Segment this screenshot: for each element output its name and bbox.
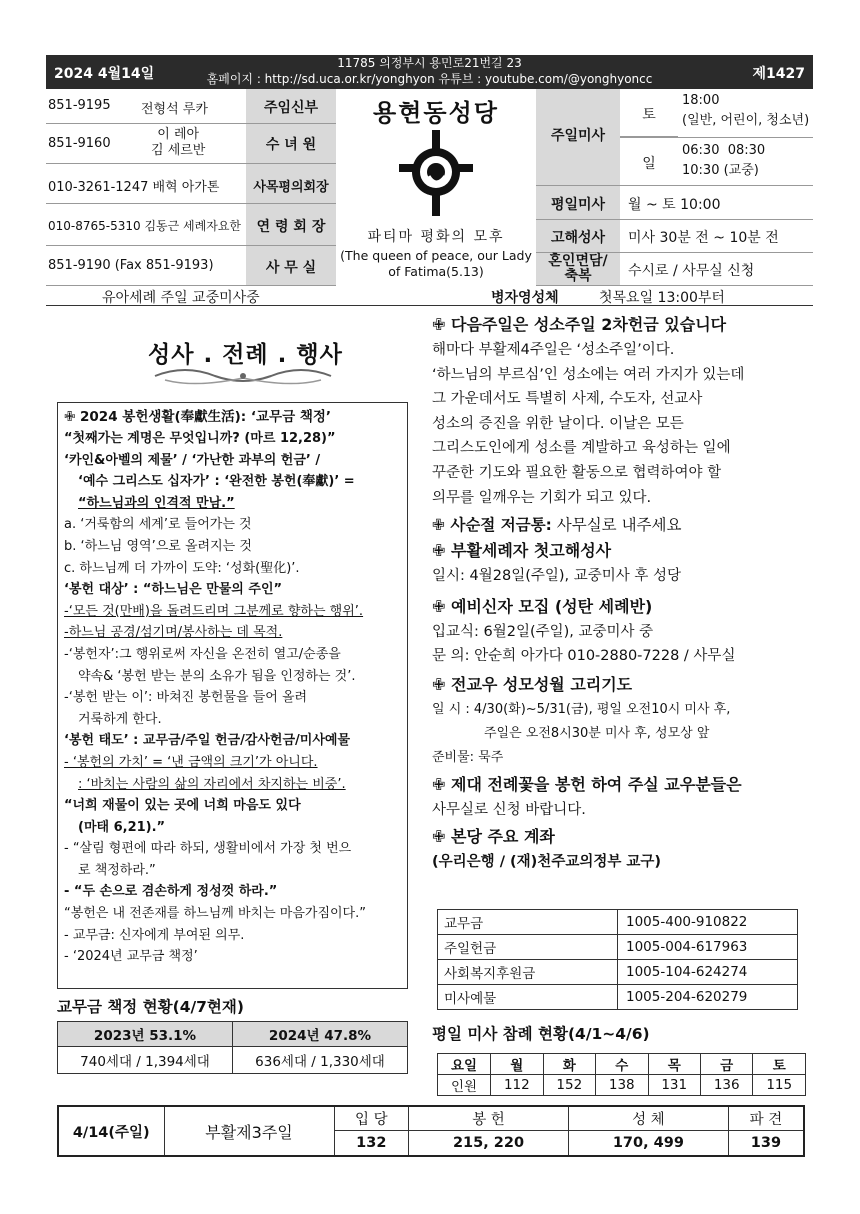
- pledge-title: 교무금 책정 현황(4/7현재): [57, 998, 244, 1016]
- summary-offering: 215, 220: [409, 1130, 569, 1156]
- attendance-header: 요일: [438, 1054, 491, 1075]
- vocation-text-line: ‘하느님의 부르심’인 성소에는 여러 가지가 있는데: [432, 366, 745, 383]
- lent-bank-notice: ✙ 사순절 저금통: 사무실로 내주세요: [432, 516, 682, 535]
- right-column: [432, 312, 812, 874]
- offering-line: 거룩하게 한다.: [78, 711, 162, 727]
- offering-line: -하느님 공경/섬기며/봉사하는 데 목적.: [64, 625, 283, 641]
- attendance-header: 목: [648, 1054, 700, 1075]
- offering-line: - ‘2024년 교무금 책정’: [64, 949, 198, 965]
- marriage-label: 혼인면담/ 축복: [536, 253, 620, 286]
- summary-header: 파 견: [728, 1106, 804, 1130]
- accounts-bank: (우리은행 / (재)천주교의정부 교구): [432, 854, 662, 871]
- attendance-header: 금: [700, 1054, 752, 1075]
- account-name: 교무금: [438, 910, 618, 935]
- contact-phone: 851-9190 (Fax 851-9193): [48, 258, 214, 273]
- cross-icon: ✙: [432, 315, 451, 334]
- offering-line: : ‘바치는 사람의 삶의 자리에서 차지하는 비중’.: [78, 776, 346, 792]
- role-label: 사목평의회장: [246, 164, 336, 204]
- summary-dismissal: 139: [750, 1134, 782, 1151]
- offering-line: - “두 손으로 겸손하게 정성껏 하라.”: [64, 884, 278, 900]
- attendance-value: 인원: [438, 1075, 491, 1096]
- notice-bar: [46, 286, 813, 306]
- confession-label: 고해성사: [536, 220, 620, 253]
- cross-icon: ✙: [432, 675, 451, 695]
- church-name: 용현동성당: [373, 99, 499, 127]
- summary-header: 입 당: [334, 1106, 409, 1130]
- sunday-times: 06:30 08:30 10:30 (교중): [682, 143, 766, 178]
- summary-date: 4/14(주일): [58, 1106, 164, 1156]
- offering-line: ‘봉헌 대상’ : “하느님은 만물의 주인”: [64, 582, 283, 598]
- church-identity: [336, 89, 536, 286]
- summary-sunday-name: 부활제3주일: [164, 1106, 334, 1156]
- contact-row: [46, 89, 246, 124]
- catechumen-line: 입교식: 6월2일(주일), 교중미사 중: [432, 624, 654, 641]
- offering-line: -‘모든 것(만배)을 돌려드리며 그분께로 향하는 행위’.: [64, 603, 364, 619]
- contact-name: 이 레아 김 세르반: [151, 127, 206, 158]
- weekday-mass-time: 월 ~ 토 10:00: [620, 186, 813, 220]
- attendance-value: 136: [700, 1075, 752, 1096]
- vocation-text-line: 꾸준한 기도와 필요한 활동으로 협력하여야 할: [432, 464, 722, 481]
- web-links[interactable]: 홈페이지 : http://sd.uca.or.kr/yonghyon 유튜브 : youtube.com/@yonghyoncc: [206, 72, 653, 86]
- attendance-table: [437, 1053, 806, 1096]
- offering-line: ‘봉헌 태도’ : 교무금/주일 헌금/감사헌금/미사예물: [64, 733, 351, 749]
- contact-row: [46, 124, 246, 164]
- offering-line: b. ‘하느님 영역’으로 올려지는 것: [64, 538, 252, 554]
- accounts-table: [437, 909, 798, 1010]
- offering-line: c. 하느님께 더 가까이 도약: ‘성화(聖化)’.: [64, 560, 300, 576]
- attendance-value: 138: [596, 1075, 648, 1096]
- address: 11785 의정부시 용민로21번길 23: [337, 56, 522, 70]
- offering-line: “너희 재물이 있는 곳에 너희 마음도 있다: [64, 798, 301, 814]
- vocation-text-line: 그 가운데서도 특별히 사제, 수도자, 선교사: [432, 391, 703, 408]
- attendance-header: 토: [753, 1054, 806, 1075]
- offering-line: “봉헌은 내 전존재를 하느님께 바치는 마음가짐이다.”: [64, 906, 366, 922]
- offering-line: “첫째가는 계명은 무엇입니까? (마르 12,28)”: [64, 431, 336, 446]
- offering-line: ‘예수 그리스도 십자가’ : ‘완전한 봉헌(奉獻)’ =: [78, 474, 355, 490]
- offering-line: - “살림 형편에 따라 하되, 생활비에서 가장 첫 번으: [64, 841, 352, 857]
- patron-title: 파티마 평화의 모후: [367, 229, 505, 245]
- vocation-text-line: 그리스도인에게 성소를 계발하고 육성하는 일에: [432, 440, 731, 457]
- summary-header: 성 체: [568, 1106, 728, 1130]
- contacts-table: [46, 89, 336, 286]
- offering-line: -‘봉헌자’:그 행위로써 자신을 온전히 열고/순종을: [64, 646, 341, 662]
- role-label: 주임신부: [246, 89, 336, 124]
- cross-icon: ✙: [432, 827, 451, 847]
- account-row: [438, 910, 798, 935]
- summary-communion: 170, 499: [568, 1130, 728, 1156]
- offering-heading: ✙ 2024 봉헌생활(奉獻生活): ‘교무금 책정’: [64, 409, 332, 425]
- infant-baptism-note: 유아세례 주일 교중미사중: [102, 290, 260, 306]
- vocation-text-line: 의무를 일깨우는 기회가 되고 있다.: [432, 489, 652, 506]
- account-number: 1005-104-624274: [618, 960, 798, 985]
- offering-line: - ‘봉헌의 가치’ = ‘낸 금액의 크기’가 아니다.: [64, 754, 318, 770]
- account-row: [438, 935, 798, 960]
- offering-line: 로 책정하라.”: [78, 862, 156, 878]
- offering-line: a. ‘거룩함의 세계’로 들어가는 것: [64, 517, 252, 533]
- attendance-title: 평일 미사 참례 현황(4/1~4/6): [432, 1025, 650, 1043]
- offering-line: - 교무금: 신자에게 부여된 의무.: [64, 927, 245, 943]
- catechumen-line: 문 의: 안순희 아가다 010-2880-7228 / 사무실: [432, 648, 736, 665]
- summary-entrance: 132: [334, 1130, 409, 1156]
- account-number: 1005-400-910822: [618, 910, 798, 935]
- pledge-value-2024: 636세대 / 1,330세대: [233, 1047, 408, 1074]
- contact-phone: 851-9195: [48, 98, 111, 113]
- account-name: 주일헌금: [438, 935, 618, 960]
- attendance-header: 화: [543, 1054, 595, 1075]
- attendance-value: 131: [648, 1075, 700, 1096]
- cross-icon: ✙: [432, 516, 451, 535]
- sunday-mass-label: 주일미사: [536, 89, 620, 186]
- confession-time: 미사 30분 전 ~ 10분 전: [620, 220, 813, 253]
- cross-icon: ✙: [432, 775, 451, 795]
- summary-header: 봉 헌: [409, 1106, 569, 1130]
- rosary-line: 주일은 오전8시30분 미사 후, 성모상 앞: [484, 726, 710, 742]
- rosary-title: ✙ 전교우 성모성월 고리기도: [432, 675, 633, 695]
- pledge-header-2023: 2023년 53.1%: [58, 1022, 233, 1047]
- vocation-sunday-title: ✙ 다음주일은 성소주일 2차헌금 있습니다: [432, 315, 727, 334]
- vocation-text-line: 성소의 증진을 위한 날이다. 이날은 모든: [432, 415, 684, 432]
- info-section: [46, 89, 813, 286]
- pledge-value-2023: 740세대 / 1,394세대: [58, 1047, 233, 1074]
- contact-phone: 010-3261-1247 배혁 아가톤: [48, 180, 220, 195]
- saturday-label: 토: [620, 89, 678, 137]
- accounts-title: ✙ 본당 주요 계좌: [432, 827, 555, 847]
- sick-communion-label: 병자영성체: [491, 290, 559, 306]
- role-label: 사 무 실: [246, 246, 336, 286]
- attendance-header: 월: [491, 1054, 543, 1075]
- issue-date: 2024 4월14일: [54, 66, 155, 82]
- contact-phone: 851-9160: [48, 136, 111, 151]
- weekday-mass-label: 평일미사: [536, 186, 620, 220]
- first-confession-title: ✙ 부활세례자 첫고해성사: [432, 541, 612, 561]
- attendance-value: 152: [543, 1075, 595, 1096]
- vocation-text-line: 해마다 부활제4주일은 ‘성소주일’이다.: [432, 342, 675, 358]
- contact-row: [46, 204, 246, 246]
- sunday-summary-table: [57, 1105, 805, 1157]
- sick-communion-time: 첫목요일 13:00부터: [599, 290, 725, 306]
- role-label: 연 령 회 장: [246, 204, 336, 246]
- mass-schedule: [536, 89, 813, 286]
- section-title: 성사 . 전례 . 행사: [148, 342, 343, 368]
- pledge-table: [57, 1021, 408, 1074]
- account-name: 미사예물: [438, 985, 618, 1010]
- first-confession-text: 일시: 4월28일(주일), 교중미사 후 성당: [432, 568, 682, 585]
- altar-flower-title: ✙ 제대 전례꽃을 봉헌 하여 주실 교우분들은: [432, 775, 742, 795]
- account-number: 1005-204-620279: [618, 985, 798, 1010]
- altar-flower-text: 사무실로 신청 바랍니다.: [432, 802, 586, 819]
- account-row: [438, 960, 798, 985]
- contact-phone: 010-8765-5310 김동근 세례자요한: [48, 219, 242, 233]
- contact-row: [46, 246, 246, 286]
- church-logo-icon: [391, 130, 481, 216]
- issue-number: 제1427: [752, 66, 805, 82]
- rosary-line: 일 시 : 4/30(화)~5/31(금), 평일 오전10시 미사 후,: [432, 702, 731, 718]
- offering-box: [57, 402, 408, 989]
- catechumen-title: ✙ 예비신자 모집 (성탄 세례반): [432, 597, 653, 617]
- vocation-sunday-text: [432, 338, 812, 510]
- patron-title-en: (The queen of peace, our Lady of Fatima(5.13): [340, 248, 532, 279]
- saturday-times: 18:00 (일반, 어린이, 청소년): [682, 93, 810, 128]
- offering-lines: [64, 428, 401, 968]
- role-label: 수 녀 원: [246, 124, 336, 164]
- offering-line: -‘봉헌 받는 이’: 바쳐진 봉헌물을 들어 올려: [64, 690, 308, 706]
- contact-row: [46, 164, 246, 204]
- cross-icon: ✙: [432, 597, 451, 617]
- offering-line: ‘카인&아벨의 제물’ / ‘가난한 과부의 헌금’ /: [64, 452, 321, 468]
- contact-name: 전형석 루카: [141, 102, 208, 117]
- offering-line: (마태 6,21).”: [78, 819, 166, 835]
- attendance-value: 112: [491, 1075, 543, 1096]
- offering-line: “하느님과의 인격적 만남.”: [78, 495, 235, 511]
- offering-line: 약속& ‘봉헌 받는 분의 소유가 됨을 인정하는 것’.: [78, 668, 356, 684]
- marriage-info: 수시로 / 사무실 신청: [620, 253, 813, 286]
- pledge-header-2024: 2024년 47.8%: [233, 1022, 408, 1047]
- account-name: 사회복지후원금: [438, 960, 618, 985]
- account-row: [438, 985, 798, 1010]
- attendance-value: 115: [753, 1075, 806, 1096]
- rosary-line: 준비물: 묵주: [432, 750, 504, 766]
- cross-icon: ✙: [432, 541, 451, 561]
- account-number: 1005-004-617963: [618, 935, 798, 960]
- cross-icon: ✙: [64, 409, 81, 425]
- attendance-header: 수: [596, 1054, 648, 1075]
- header-band: [46, 55, 813, 89]
- sunday-label: 일: [642, 156, 656, 172]
- ornament-flourish-icon: [145, 362, 341, 390]
- church-address-block: [46, 55, 813, 87]
